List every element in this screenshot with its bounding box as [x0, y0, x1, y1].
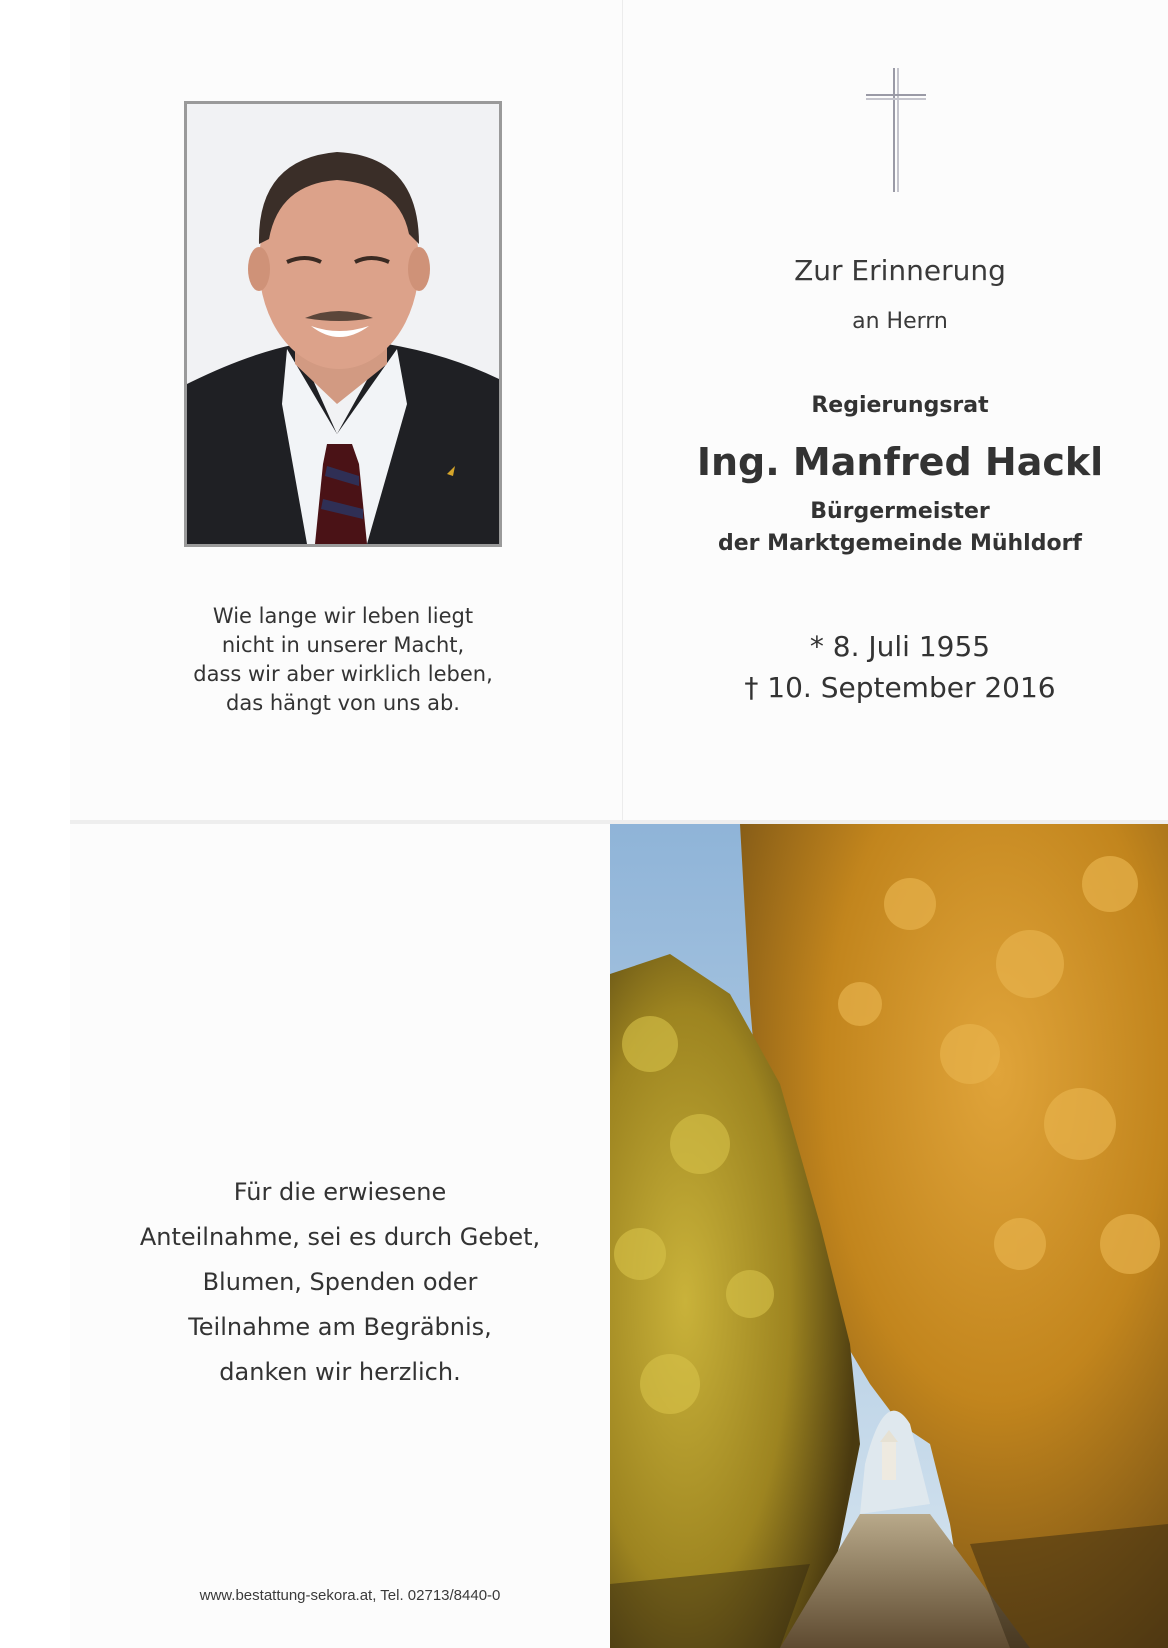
birth-date: * 8. Juli 1955	[809, 630, 991, 663]
memorial-heading: Zur Erinnerung	[794, 254, 1006, 287]
salutation: an Herrn	[852, 309, 948, 334]
card-photo-panel	[610, 824, 1168, 1648]
thanks-line: Blumen, Spenden oder	[202, 1268, 478, 1296]
funeral-home-contact: www.bestattung-sekora.at, Tel. 02713/8440-0	[199, 1587, 501, 1604]
thanks-message	[120, 1170, 560, 1395]
memorial-quote	[184, 602, 502, 718]
quote-line: dass wir aber wirklich leben,	[193, 662, 493, 686]
death-date: † 10. September 2016	[744, 671, 1056, 704]
fold-line-vertical	[622, 0, 623, 820]
portrait-photo	[184, 101, 502, 547]
quote-line: Wie lange wir leben liegt	[212, 604, 474, 628]
honorific-title: Regierungsrat	[811, 393, 989, 418]
thanks-line: Teilnahme am Begräbnis,	[188, 1313, 492, 1341]
role-line: der Marktgemeinde Mühldorf	[718, 531, 1082, 556]
thanks-line: Anteilnahme, sei es durch Gebet,	[139, 1223, 541, 1251]
role-line: Bürgermeister	[810, 499, 990, 524]
quote-line: nicht in unserer Macht,	[221, 633, 465, 657]
thanks-line: danken wir herzlich.	[219, 1358, 461, 1386]
quote-line: das hängt von uns ab.	[226, 691, 460, 715]
thanks-line: Für die erwiesene	[233, 1178, 447, 1206]
autumn-avenue-photo	[610, 824, 1168, 1648]
deceased-name: Ing. Manfred Hackl	[696, 440, 1104, 484]
cross-icon	[864, 66, 928, 194]
fold-line-horizontal	[70, 820, 1168, 824]
